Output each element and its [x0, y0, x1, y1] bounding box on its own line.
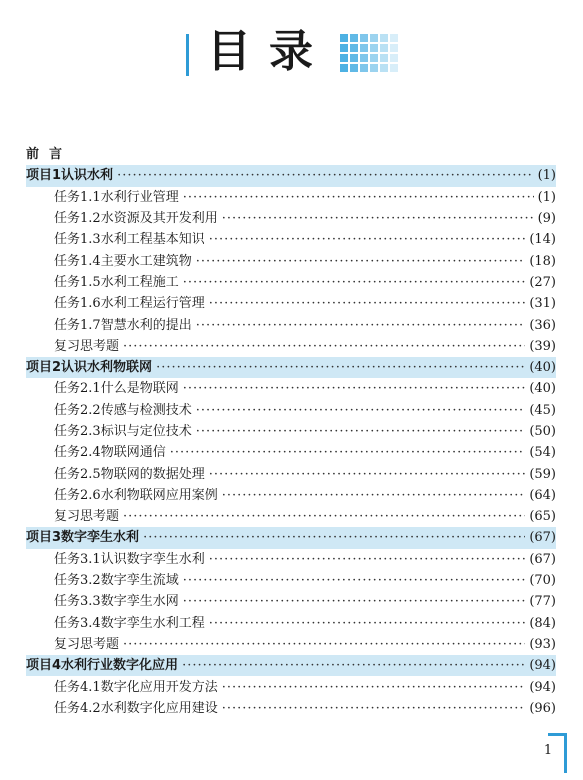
toc-entry-page: (96) [529, 700, 556, 716]
toc-task-row[interactable] [26, 250, 556, 271]
toc-entry-page: (27) [529, 274, 556, 290]
toc-entry-title: 水利物联网应用案例 [100, 487, 218, 503]
toc-entry-title: 物联网的数据处理 [100, 466, 205, 482]
toc-leader-dots [222, 698, 526, 719]
toc-leader-dots [123, 336, 525, 357]
toc-entry-number: 任务1.6 [54, 296, 101, 312]
toc-task-row[interactable] [26, 336, 556, 357]
toc-entry-number: 项目4 [26, 658, 62, 674]
toc-leader-dots [183, 272, 526, 293]
toc-leader-dots [143, 527, 525, 548]
toc-entry-page: (36) [529, 317, 556, 333]
toc-entry-page: (84) [529, 615, 556, 631]
toc-project-row[interactable] [26, 165, 556, 186]
corner-decoration-line [564, 733, 567, 773]
toc-entry-number: 任务2.6 [54, 487, 101, 503]
toc-entry-page: (67) [529, 551, 556, 567]
toc-entry-page: (31) [529, 296, 556, 312]
toc-entry-number: 任务3.4 [54, 615, 101, 631]
toc-entry-title: 数字孪生水网 [100, 594, 179, 610]
toc-entry-page: (54) [529, 445, 556, 461]
toc-entry-title: 主要水工建筑物 [100, 253, 192, 269]
toc-leader-dots [209, 549, 526, 570]
toc-leader-dots [123, 506, 525, 527]
toc-entry-title: 物联网通信 [100, 445, 166, 461]
decorative-grid-icon [340, 34, 396, 72]
toc-task-row[interactable] [26, 208, 556, 229]
toc-leader-dots [183, 187, 534, 208]
toc-task-row[interactable] [26, 549, 556, 570]
toc-entry-number: 任务4.2 [54, 700, 101, 716]
toc-task-row[interactable] [26, 272, 556, 293]
toc-entry-page: (50) [529, 424, 556, 439]
toc-task-row[interactable] [26, 314, 556, 335]
toc-entry-title: 水利数字化应用建设 [100, 700, 218, 716]
toc-entry-page: (65) [529, 509, 556, 525]
toc-entry-number: 任务2.3 [54, 424, 101, 439]
toc-entry-page: (64) [529, 487, 556, 503]
toc-entry-number: 任务1.3 [54, 232, 101, 248]
toc-entry-title: 什么是物联网 [100, 381, 179, 397]
toc-entry-number: 任务2.1 [54, 381, 101, 397]
page-number: 1 [543, 743, 553, 758]
toc-entry-page: (1) [537, 189, 556, 205]
toc-task-row[interactable] [26, 378, 556, 399]
toc-leader-dots [156, 357, 525, 378]
toc-task-row[interactable] [26, 591, 556, 612]
toc-leader-dots [209, 464, 526, 485]
toc-entry-title: 水利行业管理 [100, 189, 179, 205]
toc-leader-dots [182, 655, 525, 676]
toc-entry-title: 认识数字孪生水利 [100, 551, 205, 567]
toc-entry-page: (59) [529, 466, 556, 482]
toc-task-row[interactable] [26, 613, 556, 634]
toc-leader-dots [196, 251, 526, 272]
toc-entry-title: 复习思考题 [54, 338, 120, 354]
toc-leader-dots [183, 591, 526, 612]
toc-preface-label: 前言 [26, 147, 73, 163]
toc-entry-title: 数字孪生水利工程 [100, 615, 205, 631]
toc-task-row[interactable] [26, 421, 556, 442]
toc-entry-number: 项目1 [26, 168, 62, 184]
toc-task-row[interactable] [26, 400, 556, 421]
toc-entry-page: (1) [537, 168, 556, 184]
page-title: 目录 [207, 26, 331, 77]
toc-task-row[interactable] [26, 485, 556, 506]
toc-entry-title: 水利行业数字化应用 [61, 658, 179, 674]
toc-entry-title: 认识水利 [61, 168, 114, 184]
page-header [0, 0, 583, 110]
toc-entry-title: 水利工程运行管理 [100, 296, 205, 312]
toc-entry-page: (94) [529, 658, 556, 674]
toc-project-row[interactable] [26, 357, 556, 378]
toc-leader-dots [183, 570, 526, 591]
toc-entry-number: 项目3 [26, 530, 62, 546]
toc-task-row[interactable] [26, 634, 556, 655]
toc-leader-dots [196, 315, 526, 336]
toc-leader-dots [209, 229, 526, 250]
toc-entry-page: (67) [529, 530, 556, 546]
toc-task-row[interactable] [26, 506, 556, 527]
toc-task-row[interactable] [26, 676, 556, 697]
toc-entry-page: (93) [529, 636, 556, 652]
toc-leader-dots [123, 634, 525, 655]
toc-leader-dots [170, 442, 526, 463]
toc-entry-title: 认识水利物联网 [61, 360, 153, 376]
toc-entry-page: (40) [529, 381, 556, 397]
toc-entry-page: (94) [529, 679, 556, 695]
toc-entry-title: 水资源及其开发利用 [100, 211, 218, 227]
toc-entry-page: (45) [529, 402, 556, 418]
toc-entry-number: 任务3.1 [54, 551, 101, 567]
toc-entry-page: (9) [537, 211, 556, 227]
toc-entry-page: (40) [529, 360, 556, 376]
toc-entry-number: 任务1.4 [54, 253, 101, 269]
toc-entry-number: 任务2.5 [54, 466, 101, 482]
toc-entry-title: 数字孪生水利 [61, 530, 140, 546]
toc-entry-title: 智慧水利的提出 [100, 317, 192, 333]
toc-entry-page: (70) [529, 573, 556, 589]
toc-leader-dots [222, 485, 526, 506]
toc-entry-title: 标识与定位技术 [100, 424, 192, 439]
toc-task-row[interactable] [26, 293, 556, 314]
title-accent-bar [186, 34, 189, 76]
toc-project-row[interactable] [26, 655, 556, 676]
toc-entry-number: 任务1.2 [54, 211, 101, 227]
toc-entry-number: 任务1.5 [54, 274, 101, 290]
toc-project-row[interactable] [26, 527, 556, 548]
toc-entry-page: (14) [529, 232, 556, 248]
toc-task-row[interactable] [26, 442, 556, 463]
toc-entry-number: 任务3.2 [54, 573, 101, 589]
toc-entry-number: 任务1.1 [54, 189, 101, 205]
toc-leader-dots [196, 400, 526, 421]
toc-entry-title: 复习思考题 [54, 636, 120, 652]
toc-leader-dots [222, 208, 534, 229]
toc-task-row[interactable] [26, 570, 556, 591]
toc-entry-number: 项目2 [26, 360, 62, 376]
toc-entry-page: (77) [529, 594, 556, 610]
toc-entry-page: (18) [529, 253, 556, 269]
toc-entry-title: 传感与检测技术 [100, 402, 192, 418]
toc-entry-page: (39) [529, 338, 556, 354]
toc-task-row[interactable] [26, 229, 556, 250]
toc-entry-title: 水利工程施工 [100, 274, 179, 290]
toc-entry-number: 任务3.3 [54, 594, 101, 610]
toc-leader-dots [117, 165, 534, 186]
toc-leader-dots [222, 677, 526, 698]
toc-entry-title: 数字化应用开发方法 [100, 679, 218, 695]
table-of-contents [26, 144, 556, 719]
toc-entry-number: 任务1.7 [54, 317, 101, 333]
toc-leader-dots [209, 613, 526, 634]
toc-task-row[interactable] [26, 463, 556, 484]
toc-entry-title: 数字孪生流域 [100, 573, 179, 589]
toc-leader-dots [183, 378, 526, 399]
toc-leader-dots [196, 421, 526, 442]
toc-entry-number: 任务2.4 [54, 445, 101, 461]
toc-entry-title: 复习思考题 [54, 509, 120, 525]
toc-entry-number: 任务4.1 [54, 679, 101, 695]
toc-leader-dots [209, 293, 526, 314]
toc-preface[interactable] [26, 144, 556, 165]
toc-task-row[interactable] [26, 187, 556, 208]
toc-task-row[interactable] [26, 698, 556, 719]
toc-entry-number: 任务2.2 [54, 402, 101, 418]
toc-entry-title: 水利工程基本知识 [100, 232, 205, 248]
